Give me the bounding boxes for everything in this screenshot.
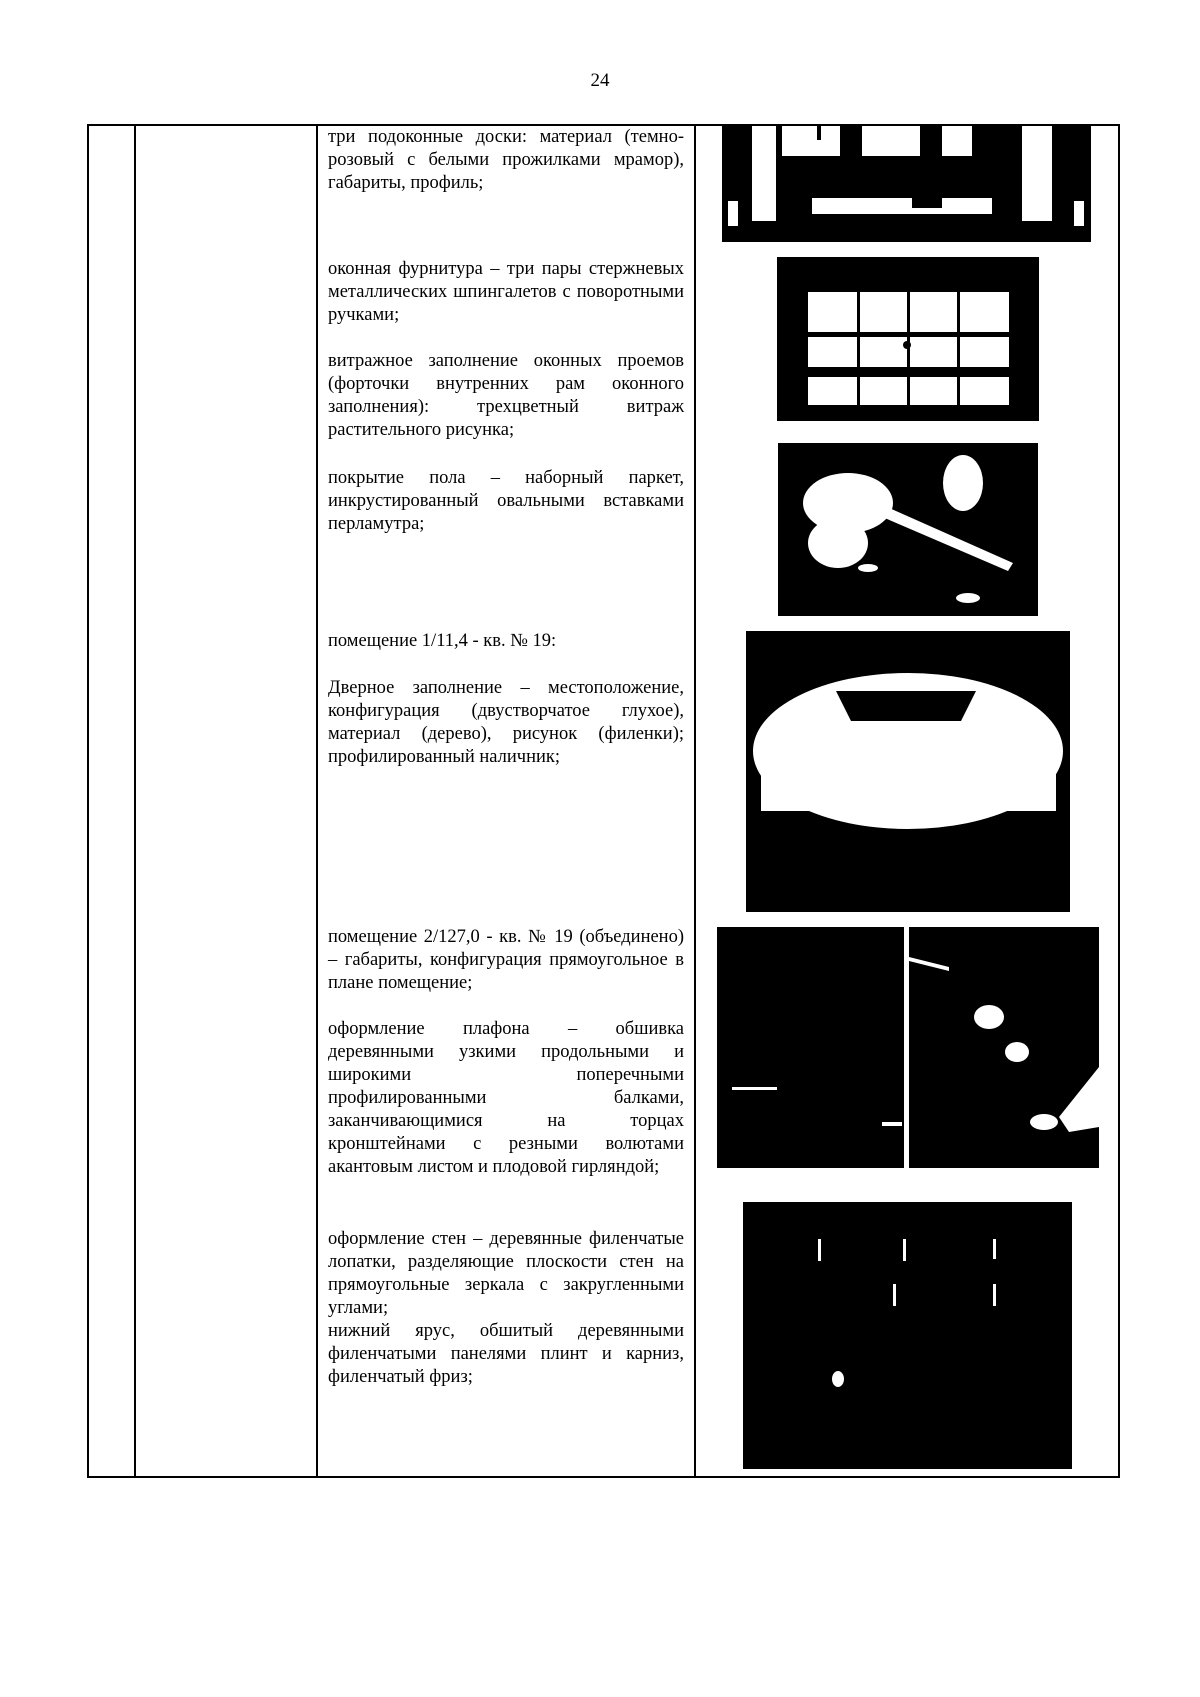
description-block [328, 258, 684, 327]
description-text: Дверное заполнение – местоположение, конфигурация (двустворчатое глухое), материал (дерево), рисунок (филенки); профилированный наличник; [328, 678, 684, 767]
column-divider [694, 124, 696, 1478]
ceiling-beams-photo-left [717, 927, 904, 1168]
description-block [328, 926, 684, 995]
page-number: 24 [590, 70, 610, 91]
description-text: три подоконные доски: материал (темно-розовый с белыми прожилками мрамор), габариты, профиль; [328, 127, 684, 193]
window-fittings-photo [777, 257, 1039, 421]
description-block [328, 677, 684, 769]
wall-panelling-photo [743, 1184, 1072, 1469]
description-block [328, 630, 684, 653]
double-door-photo [746, 631, 1070, 912]
column-divider [316, 124, 318, 1478]
description-text: оформление стен – деревянные филенчатые лопатки, разделяющие плоскости стен на прямоугольные зеркала с закругленными углами; [328, 1229, 684, 1318]
parquet-floor-photo [778, 443, 1038, 616]
ceiling-beams-photo-right [909, 927, 1099, 1168]
description-block [328, 350, 684, 442]
description-text: помещение 2/127,0 - кв. № 19 (объединено) – габариты, конфигурация прямоугольное в плане помещение; [328, 927, 684, 993]
column-divider [134, 124, 136, 1478]
description-text: оформление плафона – обшивка деревянными узкими продольными и широкими поперечными профилированными балками, заканчивающимися на торцах кронштейнами с резными волютами акантовым листом и плодовой гирляндой; [328, 1019, 684, 1177]
description-text: помещение 1/11,4 - кв. № 19: [328, 631, 557, 651]
description-block [328, 1018, 684, 1179]
description-text: покрытие пола – наборный паркет, инкрустированный овальными вставками перламутра; [328, 468, 684, 534]
description-text: нижний ярус, обшитый деревянными филенчатыми панелями плинт и карниз, филенчатый фриз; [328, 1321, 684, 1387]
description-block [328, 126, 684, 195]
description-text: оконная фурнитура – три пары стержневых металлических шпингалетов с поворотными ручками; [328, 259, 684, 325]
description-block [328, 467, 684, 536]
description-block [328, 1228, 684, 1389]
description-text: витражное заполнение оконных проемов (форточки внутренних рам оконного заполнения): трехцветный витраж растительного рисунка; [328, 351, 684, 440]
window-sill-photo [722, 126, 1091, 242]
